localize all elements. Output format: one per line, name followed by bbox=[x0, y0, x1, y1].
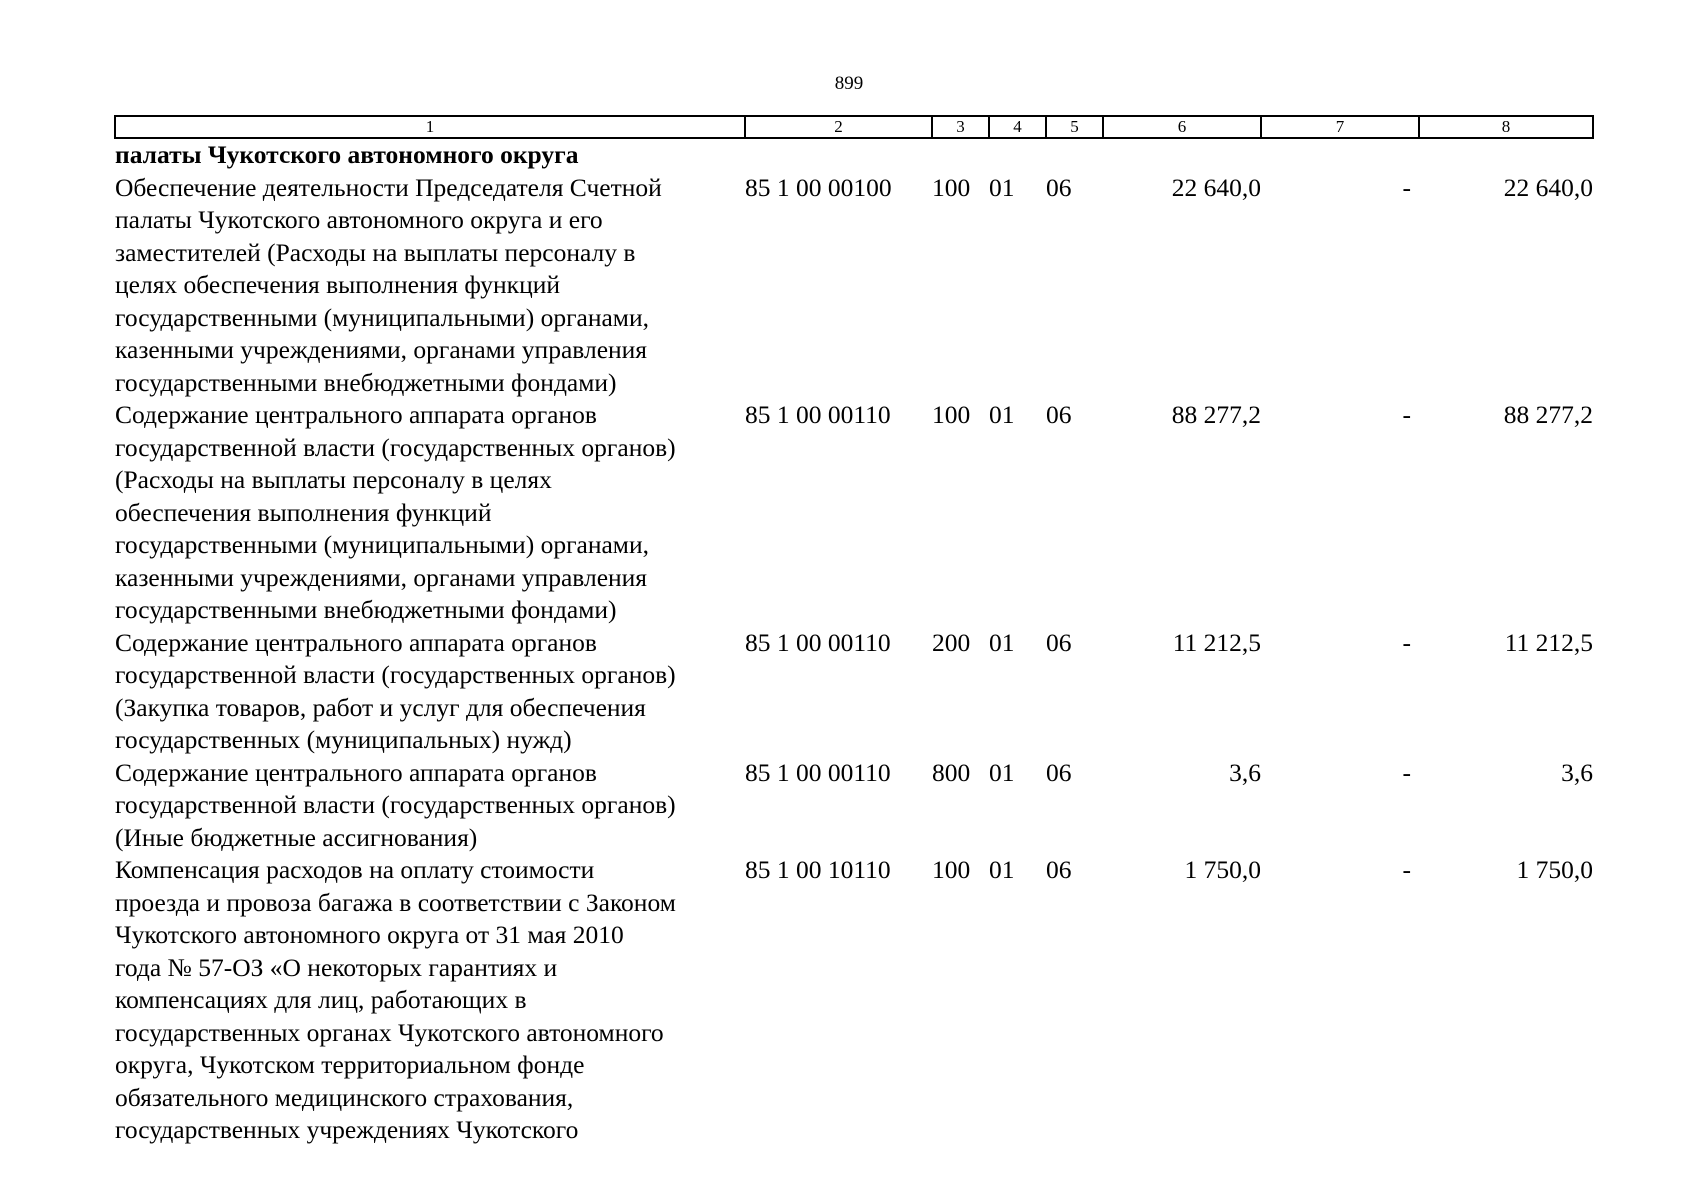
cell-total: 1 750,0 bbox=[1516, 855, 1593, 884]
description-line: обеспечения выполнения функций bbox=[115, 497, 492, 527]
section-title: палаты Чукотского автономного округа bbox=[115, 140, 579, 169]
table-row bbox=[115, 627, 1593, 757]
description-line: государственных (муниципальных) нужд) bbox=[115, 725, 572, 754]
description-line: года № 57-ОЗ «О некоторых гарантиях и bbox=[115, 952, 558, 982]
description-line: государственной власти (государственных органов) bbox=[115, 790, 676, 819]
header-col-6: 6 bbox=[1103, 116, 1261, 138]
table-row bbox=[115, 854, 1593, 1147]
cell-change: - bbox=[1402, 627, 1411, 657]
description-line: Содержание центрального аппарата органов bbox=[115, 757, 597, 787]
cell-target-code: 85 1 00 10110 bbox=[745, 855, 891, 884]
description-line: (Закупка товаров, работ и услуг для обеспечения bbox=[115, 692, 646, 722]
cell-target-code: 85 1 00 00110 bbox=[745, 757, 891, 787]
cell-section: 01 bbox=[989, 757, 1015, 787]
cell-target-code: 85 1 00 00110 bbox=[745, 627, 891, 657]
description-line: государственными (муниципальными) органами, bbox=[115, 530, 649, 559]
header-col-7: 7 bbox=[1261, 116, 1419, 138]
header-row bbox=[115, 116, 1593, 138]
description-line: Обеспечение деятельности Председателя Счетной bbox=[115, 172, 662, 202]
row-description bbox=[115, 627, 745, 757]
cell-total: 3,6 bbox=[1561, 757, 1593, 787]
description-line: казенными учреждениями, органами управления bbox=[115, 562, 648, 592]
table-row bbox=[115, 757, 1593, 855]
table-body bbox=[115, 138, 1593, 1147]
header-col-2: 2 bbox=[745, 116, 932, 138]
row-description bbox=[115, 399, 745, 627]
cell-amount: 88 277,2 bbox=[1171, 400, 1261, 429]
header-col-5: 5 bbox=[1046, 116, 1103, 138]
header-col-8: 8 bbox=[1419, 116, 1593, 138]
cell-amount: 1 750,0 bbox=[1184, 855, 1261, 884]
section-row bbox=[115, 138, 1593, 172]
cell-amount: 3,6 bbox=[1229, 757, 1261, 787]
cell-subsection: 06 bbox=[1046, 400, 1072, 429]
row-description bbox=[115, 172, 745, 400]
cell-section: 01 bbox=[989, 400, 1015, 429]
description-line: компенсациях для лиц, работающих в bbox=[115, 985, 527, 1014]
description-line: государственными внебюджетными фондами) bbox=[115, 367, 617, 397]
header-col-1: 1 bbox=[115, 116, 745, 138]
description-line: (Расходы на выплаты персоналу в целях bbox=[115, 465, 552, 494]
row-description bbox=[115, 757, 745, 855]
description-line: проезда и провоза багажа в соответствии с Законом bbox=[115, 887, 676, 917]
cell-subsection: 06 bbox=[1046, 855, 1072, 884]
cell-expense-type: 100 bbox=[932, 400, 971, 429]
description-line: обязательного медицинского страхования, bbox=[115, 1082, 574, 1112]
budget-table bbox=[114, 115, 1594, 1147]
cell-target-code: 85 1 00 00110 bbox=[745, 400, 891, 429]
description-line: казенными учреждениями, органами управления bbox=[115, 335, 648, 364]
cell-total: 88 277,2 bbox=[1503, 400, 1593, 429]
description-line: государственных учреждениях Чукотского bbox=[115, 1115, 579, 1144]
cell-amount: 11 212,5 bbox=[1172, 627, 1261, 657]
cell-expense-type: 100 bbox=[932, 855, 971, 884]
cell-expense-type: 100 bbox=[932, 172, 971, 202]
header-col-3: 3 bbox=[932, 116, 989, 138]
cell-section: 01 bbox=[989, 172, 1015, 202]
cell-total: 11 212,5 bbox=[1504, 627, 1593, 657]
cell-change: - bbox=[1402, 757, 1411, 787]
cell-amount: 22 640,0 bbox=[1171, 172, 1261, 202]
description-line: Содержание центрального аппарата органов bbox=[115, 400, 597, 429]
description-line: (Иные бюджетные ассигнования) bbox=[115, 822, 478, 852]
cell-section: 01 bbox=[989, 627, 1015, 657]
cell-change: - bbox=[1402, 400, 1411, 429]
description-line: округа, Чукотском территориальном фонде bbox=[115, 1050, 585, 1079]
table-header bbox=[115, 116, 1593, 138]
cell-expense-type: 200 bbox=[932, 627, 971, 657]
description-line: Компенсация расходов на оплату стоимости bbox=[115, 855, 595, 884]
table-row bbox=[115, 172, 1593, 400]
description-line: заместителей (Расходы на выплаты персоналу в bbox=[115, 237, 636, 267]
cell-change: - bbox=[1402, 172, 1411, 202]
table-row bbox=[115, 399, 1593, 627]
description-line: целях обеспечения выполнения функций bbox=[115, 270, 561, 299]
cell-subsection: 06 bbox=[1046, 172, 1072, 202]
description-line: государственной власти (государственных органов) bbox=[115, 660, 676, 689]
cell-change: - bbox=[1402, 855, 1411, 884]
cell-expense-type: 800 bbox=[932, 757, 971, 787]
page-number: 899 bbox=[834, 73, 864, 94]
cell-subsection: 06 bbox=[1046, 627, 1072, 657]
cell-section: 01 bbox=[989, 855, 1015, 884]
description-line: государственных органах Чукотского автономного bbox=[115, 1017, 664, 1047]
description-line: государственной власти (государственных органов) bbox=[115, 432, 676, 462]
description-line: государственными внебюджетными фондами) bbox=[115, 595, 617, 624]
cell-total: 22 640,0 bbox=[1503, 172, 1593, 202]
header-col-4: 4 bbox=[989, 116, 1046, 138]
description-line: Содержание центрального аппарата органов bbox=[115, 627, 597, 657]
cell-target-code: 85 1 00 00100 bbox=[745, 172, 892, 202]
row-description bbox=[115, 854, 745, 1147]
description-line: палаты Чукотского автономного округа и его bbox=[115, 205, 603, 234]
cell-subsection: 06 bbox=[1046, 757, 1072, 787]
description-line: Чукотского автономного округа от 31 мая 2010 bbox=[115, 920, 624, 949]
description-line: государственными (муниципальными) органами, bbox=[115, 302, 649, 332]
